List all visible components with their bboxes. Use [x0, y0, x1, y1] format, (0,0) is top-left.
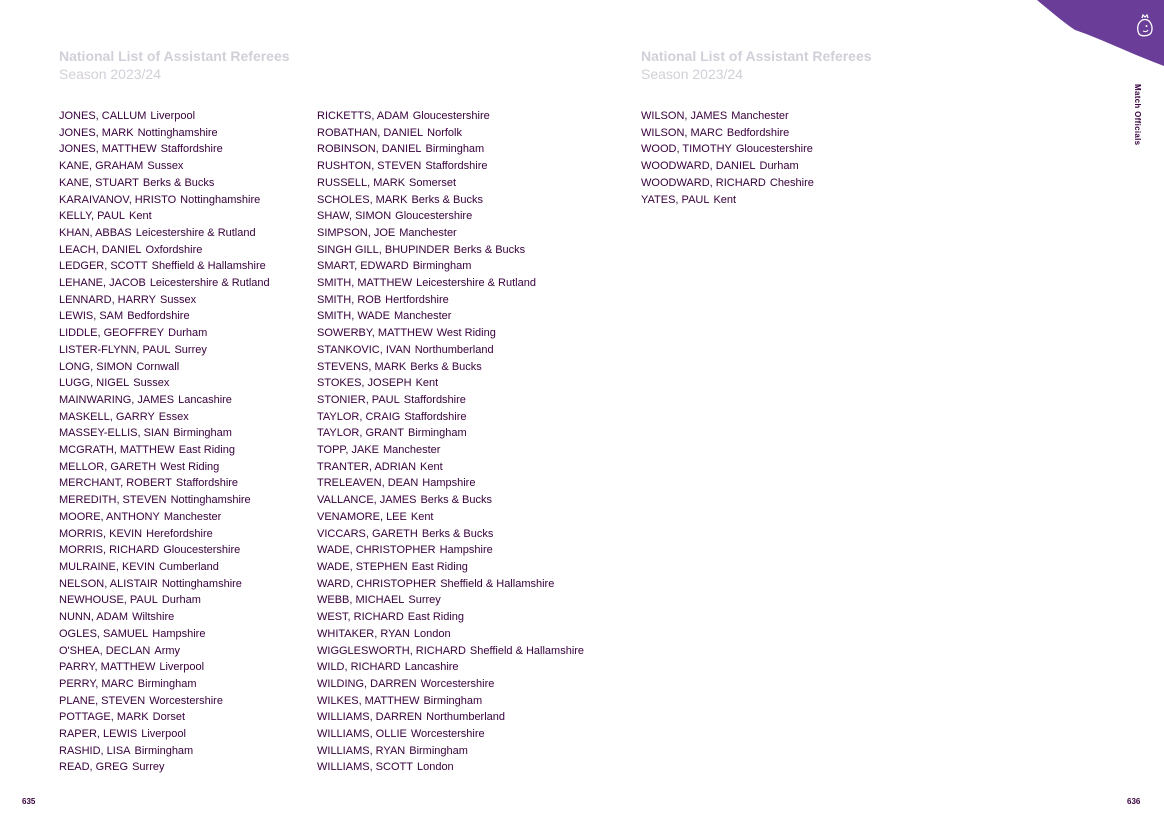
referee-list-column-2: [317, 108, 584, 776]
referee-entry: [59, 643, 270, 660]
referee-region: Manchester: [731, 110, 789, 122]
referee-name: WILLIAMS, DARREN: [317, 711, 423, 724]
referee-region: Birmingham: [137, 677, 197, 690]
referee-name: SMITH, WADE: [317, 310, 390, 323]
referee-entry: [59, 459, 270, 476]
referee-region: Surrey: [174, 343, 207, 356]
referee-name: WEST, RICHARD: [317, 611, 404, 624]
referee-name: STOKES, JOSEPH: [317, 377, 412, 390]
referee-name: RAPER, LEWIS: [59, 728, 138, 741]
referee-entry: [317, 108, 584, 125]
referee-region: Cheshire: [769, 176, 814, 189]
referee-name: TOPP, JAKE: [317, 444, 379, 457]
referee-name: STONIER, PAUL: [317, 393, 400, 406]
referee-entry: [59, 726, 270, 743]
referee-name: WILD, RICHARD: [317, 661, 401, 674]
corner-brand-graphic: [1019, 0, 1164, 70]
referee-entry: [317, 275, 584, 292]
referee-region: Cornwall: [136, 360, 180, 373]
referee-name: PERRY, MARC: [59, 677, 134, 690]
referee-region: Dorset: [152, 711, 186, 724]
referee-name: VALLANCE, JAMES: [317, 494, 417, 507]
referee-region: Surrey: [132, 761, 165, 774]
referee-entry: [317, 175, 584, 192]
referee-region: Oxfordshire: [145, 243, 203, 256]
referee-name: LISTER-FLYNN, PAUL: [59, 343, 171, 356]
referee-entry: [317, 676, 584, 693]
left-page-header: [59, 47, 290, 83]
referee-region: Birmingham: [134, 744, 194, 757]
referee-entry: [317, 576, 584, 593]
referee-region: Kent: [713, 193, 737, 206]
referee-entry: [59, 258, 270, 275]
referee-region: Herefordshire: [146, 527, 213, 540]
referee-entry: [59, 743, 270, 760]
referee-entry: [59, 158, 270, 175]
referee-region: Leicestershire & Rutland: [149, 277, 270, 290]
referee-name: JONES, MARK: [59, 126, 134, 139]
referee-region: Sussex: [147, 160, 184, 173]
referee-name: WEBB, MICHAEL: [317, 594, 405, 607]
referee-entry: [317, 743, 584, 760]
referee-region: Birmingham: [423, 694, 483, 707]
referee-name: WHITAKER, RYAN: [317, 627, 410, 640]
referee-name: TRANTER, ADRIAN: [317, 460, 417, 473]
referee-region: Army: [154, 644, 181, 657]
referee-region: Liverpool: [141, 728, 186, 741]
referee-entry: [59, 225, 270, 242]
referee-name: KANE, STUART: [59, 176, 139, 189]
referee-entry: [59, 292, 270, 309]
referee-region: London: [413, 627, 451, 640]
referee-entry: [641, 175, 814, 192]
referee-entry: [317, 492, 584, 509]
referee-entry: [59, 626, 270, 643]
referee-entry: [317, 375, 584, 392]
referee-entry: [59, 392, 270, 409]
referee-name: POTTAGE, MARK: [59, 711, 149, 724]
referee-entry: [59, 576, 270, 593]
referee-entry: [317, 158, 584, 175]
referee-region: Birmingham: [425, 143, 485, 156]
referee-region: Manchester: [399, 226, 457, 239]
referee-region: Staffordshire: [425, 160, 488, 173]
referee-name: WILLIAMS, OLLIE: [317, 728, 407, 741]
referee-name: WILDING, DARREN: [317, 677, 417, 690]
referee-entry: [317, 342, 584, 359]
referee-region: Manchester: [393, 310, 452, 323]
referee-entry: [317, 308, 584, 325]
referee-region: Sheffield & Hallamshire: [469, 644, 585, 657]
referee-entry: [59, 592, 270, 609]
referee-entry: [317, 726, 584, 743]
referee-name: LENNARD, HARRY: [59, 293, 156, 306]
referee-entry: [59, 609, 270, 626]
referee-name: SINGH GILL, BHUPINDER: [317, 243, 450, 256]
referee-entry: [317, 192, 584, 209]
referee-name: KELLY, PAUL: [59, 210, 126, 223]
referee-region: Berks & Bucks: [410, 360, 482, 373]
referee-region: Birmingham: [173, 427, 232, 440]
referee-name: SOWERBY, MATTHEW: [317, 327, 433, 340]
referee-entry: [59, 475, 270, 492]
referee-region: West Riding: [160, 460, 220, 473]
referee-entry: [641, 158, 814, 175]
referee-name: PLANE, STEVEN: [59, 694, 146, 707]
referee-region: Berks & Bucks: [411, 193, 483, 206]
referee-name: MASSEY-ELLIS, SIAN: [59, 427, 170, 440]
referee-name: WARD, CHRISTOPHER: [317, 577, 437, 590]
referee-name: YATES, PAUL: [641, 193, 710, 206]
referee-name: WOOD, TIMOTHY: [641, 143, 732, 156]
referee-name: TAYLOR, CRAIG: [317, 410, 401, 423]
referee-region: Nottinghamshire: [137, 126, 218, 139]
referee-region: Nottinghamshire: [161, 577, 242, 590]
referee-entry: [59, 375, 270, 392]
referee-entry: [59, 141, 270, 158]
referee-name: MELLOR, GARETH: [59, 460, 157, 473]
referee-entry: [317, 442, 584, 459]
referee-name: KANE, GRAHAM: [59, 160, 144, 173]
referee-entry: [59, 108, 270, 125]
referee-name: ROBATHAN, DANIEL: [317, 126, 424, 139]
referee-name: LIDDLE, GEOFFREY: [59, 327, 165, 340]
referee-entry: [59, 425, 270, 442]
referee-entry: [59, 342, 270, 359]
referee-region: Sheffield & Hallamshire: [151, 260, 266, 273]
referee-region: Sussex: [160, 293, 197, 306]
referee-region: Manchester: [382, 444, 441, 457]
referee-entry: [59, 359, 270, 376]
referee-name: MERCHANT, ROBERT: [59, 477, 172, 490]
referee-name: WADE, STEPHEN: [317, 560, 408, 573]
referee-region: Liverpool: [159, 661, 205, 674]
referee-region: Surrey: [408, 594, 441, 607]
referee-entry: [317, 643, 584, 660]
referee-name: NEWHOUSE, PAUL: [59, 594, 158, 607]
referee-list-column-1: [59, 108, 270, 776]
referee-region: Sussex: [133, 377, 170, 390]
referee-entry: [317, 693, 584, 710]
referee-entry: [59, 208, 270, 225]
referee-name: TAYLOR, GRANT: [317, 427, 404, 440]
referee-name: LUGG, NIGEL: [59, 377, 130, 390]
right-page-header: [641, 47, 872, 83]
referee-region: East Riding: [407, 611, 465, 624]
referee-region: Lancashire: [404, 661, 459, 674]
referee-region: Gloucestershire: [163, 544, 241, 557]
page-season: Season 2023/24: [641, 66, 743, 82]
referee-entry: [317, 125, 584, 142]
referee-name: WOODWARD, RICHARD: [641, 176, 766, 189]
page-title: National List of Assistant Referees: [59, 48, 290, 64]
referee-region: Durham: [161, 594, 201, 607]
referee-region: Hampshire: [439, 544, 493, 557]
referee-region: Northumberland: [426, 711, 506, 724]
referee-name: SMART, EDWARD: [317, 260, 409, 273]
referee-region: West Riding: [436, 327, 496, 340]
referee-entry: [59, 492, 270, 509]
referee-name: SMITH, MATTHEW: [317, 277, 413, 290]
referee-region: Kent: [420, 460, 443, 473]
referee-entry: [59, 676, 270, 693]
referee-name: SMITH, ROB: [317, 293, 382, 306]
referee-name: WADE, CHRISTOPHER: [317, 544, 436, 557]
referee-region: Lancashire: [178, 393, 232, 406]
referee-entry: [59, 275, 270, 292]
referee-region: Sheffield & Hallamshire: [440, 577, 555, 590]
referee-region: Durham: [759, 160, 799, 173]
page-season: Season 2023/24: [59, 66, 161, 82]
referee-entry: [59, 242, 270, 259]
referee-region: Leicestershire & Rutland: [135, 226, 256, 239]
referee-entry: [59, 175, 270, 192]
referee-region: Liverpool: [150, 110, 196, 122]
referee-region: Wiltshire: [132, 611, 175, 624]
referee-entry: [317, 392, 584, 409]
referee-entry: [317, 242, 584, 259]
referee-name: RASHID, LISA: [59, 744, 131, 757]
referee-name: MEREDITH, STEVEN: [59, 494, 167, 507]
referee-region: Hertfordshire: [385, 293, 449, 306]
referee-region: Leicestershire & Rutland: [416, 277, 536, 290]
referee-entry: [317, 258, 584, 275]
referee-entry: [317, 459, 584, 476]
referee-entry: [641, 108, 814, 125]
referee-entry: [59, 559, 270, 576]
referee-region: Worcestershire: [149, 694, 223, 707]
referee-entry: [59, 693, 270, 710]
referee-name: LEWIS, SAM: [59, 310, 124, 323]
referee-region: Staffordshire: [404, 410, 467, 423]
referee-name: SIMPSON, JOE: [317, 226, 396, 239]
referee-region: East Riding: [411, 560, 468, 573]
referee-region: Staffordshire: [403, 393, 466, 406]
referee-name: WIGGLESWORTH, RICHARD: [317, 644, 466, 657]
referee-region: Gloucestershire: [412, 110, 490, 122]
referee-name: RUSHTON, STEVEN: [317, 160, 422, 173]
referee-entry: [59, 125, 270, 142]
referee-name: JONES, MATTHEW: [59, 143, 157, 156]
referee-name: SHAW, SIMON: [317, 210, 392, 223]
page-number-right: 636: [1127, 797, 1141, 806]
section-side-label: Match Officials: [1133, 84, 1142, 146]
referee-region: Kent: [129, 210, 152, 223]
referee-entry: [59, 325, 270, 342]
referee-entry: [317, 425, 584, 442]
referee-name: MORRIS, RICHARD: [59, 544, 160, 557]
referee-name: MOORE, ANTHONY: [59, 510, 160, 523]
referee-region: Durham: [168, 327, 208, 340]
referee-name: VENAMORE, LEE: [317, 510, 407, 523]
referee-name: STEVENS, MARK: [317, 360, 407, 373]
referee-entry: [317, 225, 584, 242]
referee-name: LEACH, DANIEL: [59, 243, 142, 256]
referee-name: WILSON, JAMES: [641, 110, 728, 122]
referee-entry: [641, 141, 814, 158]
referee-entry: [317, 208, 584, 225]
referee-name: LONG, SIMON: [59, 360, 133, 373]
referee-name: TRELEAVEN, DEAN: [317, 477, 419, 490]
referee-name: OGLES, SAMUEL: [59, 627, 149, 640]
referee-name: JONES, CALLUM: [59, 110, 147, 122]
referee-entry: [59, 542, 270, 559]
referee-region: Nottinghamshire: [170, 494, 251, 507]
referee-name: NUNN, ADAM: [59, 611, 129, 624]
referee-entry: [641, 125, 814, 142]
referee-list-column-3: [641, 108, 814, 208]
referee-name: RICKETTS, ADAM: [317, 110, 409, 122]
referee-region: Staffordshire: [160, 143, 223, 156]
referee-entry: [59, 442, 270, 459]
referee-name: MAINWARING, JAMES: [59, 393, 175, 406]
referee-entry: [59, 192, 270, 209]
referee-name: NELSON, ALISTAIR: [59, 577, 158, 590]
referee-name: WOODWARD, DANIEL: [641, 160, 756, 173]
referee-name: MASKELL, GARRY: [59, 410, 155, 423]
referee-region: Birmingham: [412, 260, 472, 273]
referee-name: PARRY, MATTHEW: [59, 661, 156, 674]
referee-region: Birmingham: [408, 427, 467, 440]
referee-name: WILSON, MARC: [641, 126, 723, 139]
referee-region: Manchester: [163, 510, 222, 523]
referee-name: MCGRATH, MATTHEW: [59, 444, 175, 457]
referee-entry: [317, 475, 584, 492]
referee-region: Nottinghamshire: [180, 193, 261, 206]
referee-region: Berks & Bucks: [421, 527, 494, 540]
referee-region: Somerset: [409, 176, 457, 189]
referee-region: Berks & Bucks: [420, 494, 492, 507]
referee-entry: [317, 759, 584, 776]
referee-entry: [317, 292, 584, 309]
referee-region: London: [416, 761, 454, 774]
referee-name: MULRAINE, KEVIN: [59, 560, 155, 573]
referee-entry: [317, 509, 584, 526]
referee-entry: [317, 409, 584, 426]
referee-name: VICCARS, GARETH: [317, 527, 418, 540]
page-title: National List of Assistant Referees: [641, 48, 872, 64]
referee-region: Northumberland: [414, 343, 494, 356]
referee-entry: [59, 709, 270, 726]
referee-entry: [59, 759, 270, 776]
referee-region: Worcestershire: [410, 728, 485, 741]
referee-entry: [59, 659, 270, 676]
referee-entry: [317, 659, 584, 676]
referee-name: MORRIS, KEVIN: [59, 527, 143, 540]
referee-name: STANKOVIC, IVAN: [317, 343, 411, 356]
referee-region: Worcestershire: [420, 677, 495, 690]
referee-entry: [317, 626, 584, 643]
referee-region: East Riding: [178, 444, 235, 457]
referee-entry: [59, 409, 270, 426]
referee-entry: [317, 325, 584, 342]
referee-region: Staffordshire: [175, 477, 239, 490]
referee-name: LEDGER, SCOTT: [59, 260, 148, 273]
referee-name: ROBINSON, DANIEL: [317, 143, 422, 156]
referee-name: KHAN, ABBAS: [59, 226, 132, 239]
referee-name: RUSSELL, MARK: [317, 176, 406, 189]
referee-entry: [317, 592, 584, 609]
referee-name: READ, GREG: [59, 761, 129, 774]
referee-region: Essex: [158, 410, 189, 423]
referee-region: Birmingham: [409, 744, 468, 757]
referee-region: Bedfordshire: [726, 126, 790, 139]
referee-region: Hampshire: [422, 477, 476, 490]
referee-entry: [317, 609, 584, 626]
referee-name: O'SHEA, DECLAN: [59, 644, 151, 657]
referee-name: WILLIAMS, RYAN: [317, 744, 406, 757]
referee-name: WILKES, MATTHEW: [317, 694, 420, 707]
referee-region: Gloucestershire: [395, 210, 473, 223]
referee-name: SCHOLES, MARK: [317, 193, 408, 206]
referee-name: KARAIVANOV, HRISTO: [59, 193, 177, 206]
referee-region: Bedfordshire: [127, 310, 190, 323]
referee-region: Berks & Bucks: [142, 176, 215, 189]
page-number-left: 635: [22, 797, 36, 806]
referee-entry: [317, 141, 584, 158]
referee-entry: [641, 192, 814, 209]
referee-entry: [59, 308, 270, 325]
referee-entry: [59, 509, 270, 526]
referee-entry: [317, 542, 584, 559]
referee-entry: [59, 526, 270, 543]
referee-region: Berks & Bucks: [453, 243, 526, 256]
referee-region: Hampshire: [152, 627, 206, 640]
referee-entry: [317, 359, 584, 376]
referee-region: Kent: [410, 510, 434, 523]
referee-entry: [317, 559, 584, 576]
referee-region: Kent: [415, 377, 439, 390]
referee-region: Gloucestershire: [735, 143, 813, 156]
referee-entry: [317, 709, 584, 726]
referee-name: LEHANE, JACOB: [59, 277, 146, 290]
referee-region: Cumberland: [158, 560, 219, 573]
referee-entry: [317, 526, 584, 543]
referee-name: WILLIAMS, SCOTT: [317, 761, 413, 774]
referee-region: Norfolk: [427, 126, 462, 139]
